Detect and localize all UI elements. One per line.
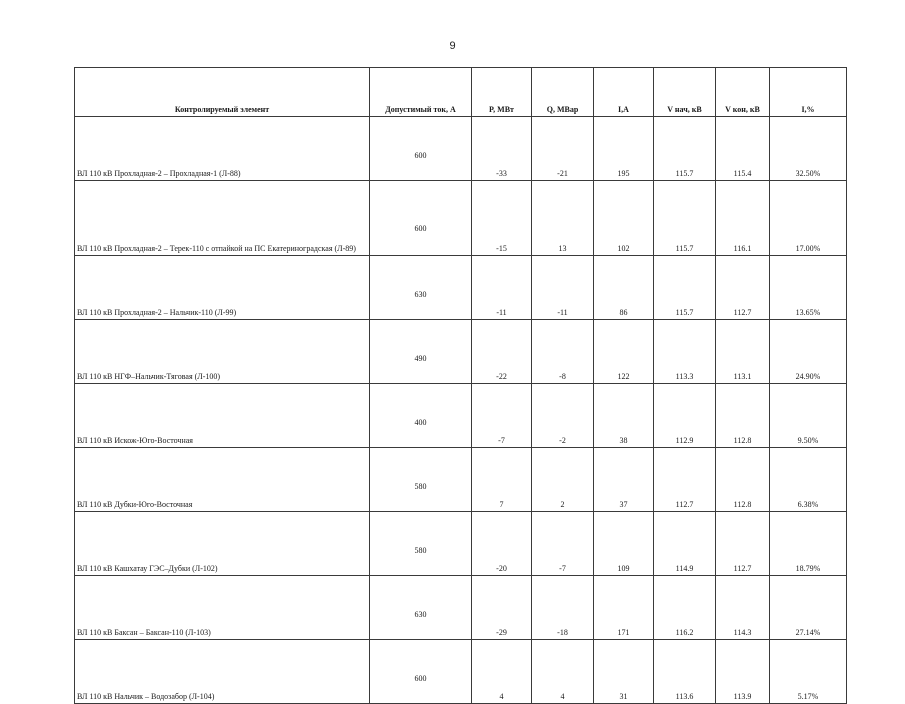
cell-controlled-element: ВЛ 110 кВ Прохладная-2 – Нальчик-110 (Л-99)	[75, 256, 370, 320]
cell-current: 37	[594, 448, 654, 512]
table-row	[75, 320, 847, 384]
cell-allowed-current: 490	[370, 320, 472, 384]
header-allowed-current: Допустимый ток, А	[370, 68, 472, 117]
cell-voltage-start: 113.3	[654, 320, 716, 384]
table-row	[75, 512, 847, 576]
cell-reactive-power: 2	[532, 448, 594, 512]
cell-current-percent: 17.00%	[770, 181, 847, 256]
cell-current: 195	[594, 117, 654, 181]
header-voltage-start: V нач, кВ	[654, 68, 716, 117]
table-header-row	[75, 68, 847, 117]
cell-controlled-element: ВЛ 110 кВ Прохладная-2 – Терек-110 с отпайкой на ПС Екатериноградская (Л-89)	[75, 181, 370, 256]
header-reactive-power: Q, МВар	[532, 68, 594, 117]
cell-voltage-end: 114.3	[716, 576, 770, 640]
header-current-percent: I,%	[770, 68, 847, 117]
cell-current: 86	[594, 256, 654, 320]
cell-allowed-current: 600	[370, 117, 472, 181]
cell-voltage-start: 115.7	[654, 181, 716, 256]
cell-current: 171	[594, 576, 654, 640]
cell-voltage-start: 115.7	[654, 117, 716, 181]
page-number: 9	[449, 40, 456, 52]
table-row	[75, 117, 847, 181]
cell-current-percent: 13.65%	[770, 256, 847, 320]
cell-voltage-start: 114.9	[654, 512, 716, 576]
cell-controlled-element: ВЛ 110 кВ Баксан – Баксан-110 (Л-103)	[75, 576, 370, 640]
table-row	[75, 448, 847, 512]
cell-voltage-start: 112.7	[654, 448, 716, 512]
cell-reactive-power: 13	[532, 181, 594, 256]
cell-voltage-end: 115.4	[716, 117, 770, 181]
cell-current-percent: 32.50%	[770, 117, 847, 181]
table-row	[75, 256, 847, 320]
cell-current: 102	[594, 181, 654, 256]
cell-voltage-start: 116.2	[654, 576, 716, 640]
cell-voltage-start: 113.6	[654, 640, 716, 704]
cell-active-power: 4	[472, 640, 532, 704]
cell-active-power: -11	[472, 256, 532, 320]
cell-current-percent: 6.38%	[770, 448, 847, 512]
cell-voltage-end: 113.9	[716, 640, 770, 704]
header-voltage-end: V кон, кВ	[716, 68, 770, 117]
cell-controlled-element: ВЛ 110 кВ Дубки-Юго-Восточная	[75, 448, 370, 512]
cell-current: 31	[594, 640, 654, 704]
cell-current-percent: 5.17%	[770, 640, 847, 704]
cell-controlled-element: ВЛ 110 кВ Прохладная-2 – Прохладная-1 (Л-88)	[75, 117, 370, 181]
cell-voltage-end: 112.7	[716, 256, 770, 320]
header-active-power: P, МВт	[472, 68, 532, 117]
cell-current: 122	[594, 320, 654, 384]
cell-current-percent: 9.50%	[770, 384, 847, 448]
cell-allowed-current: 630	[370, 576, 472, 640]
cell-allowed-current: 400	[370, 384, 472, 448]
table-row	[75, 640, 847, 704]
line-load-table	[74, 67, 847, 704]
cell-active-power: -33	[472, 117, 532, 181]
cell-active-power: -7	[472, 384, 532, 448]
cell-current-percent: 18.79%	[770, 512, 847, 576]
cell-controlled-element: ВЛ 110 кВ Нальчик – Водозабор (Л-104)	[75, 640, 370, 704]
cell-allowed-current: 630	[370, 256, 472, 320]
cell-current-percent: 27.14%	[770, 576, 847, 640]
cell-reactive-power: -2	[532, 384, 594, 448]
cell-active-power: -29	[472, 576, 532, 640]
cell-active-power: -20	[472, 512, 532, 576]
cell-voltage-end: 116.1	[716, 181, 770, 256]
cell-reactive-power: -11	[532, 256, 594, 320]
table-row	[75, 384, 847, 448]
cell-reactive-power: -18	[532, 576, 594, 640]
cell-reactive-power: -21	[532, 117, 594, 181]
cell-active-power: 7	[472, 448, 532, 512]
cell-voltage-start: 115.7	[654, 256, 716, 320]
table-row	[75, 576, 847, 640]
cell-controlled-element: ВЛ 110 кВ Кашхатау ГЭС–Дубки (Л-102)	[75, 512, 370, 576]
cell-current: 38	[594, 384, 654, 448]
cell-current-percent: 24.90%	[770, 320, 847, 384]
cell-reactive-power: 4	[532, 640, 594, 704]
cell-allowed-current: 600	[370, 181, 472, 256]
cell-reactive-power: -8	[532, 320, 594, 384]
cell-voltage-end: 112.7	[716, 512, 770, 576]
table-row	[75, 181, 847, 256]
cell-voltage-end: 112.8	[716, 384, 770, 448]
cell-allowed-current: 600	[370, 640, 472, 704]
cell-controlled-element: ВЛ 110 кВ НГФ–Нальчик-Тяговая (Л-100)	[75, 320, 370, 384]
cell-reactive-power: -7	[532, 512, 594, 576]
cell-voltage-end: 112.8	[716, 448, 770, 512]
cell-voltage-end: 113.1	[716, 320, 770, 384]
cell-active-power: -15	[472, 181, 532, 256]
cell-allowed-current: 580	[370, 512, 472, 576]
cell-allowed-current: 580	[370, 448, 472, 512]
header-current: I,А	[594, 68, 654, 117]
header-controlled-element: Контролируемый элемент	[75, 68, 370, 117]
cell-controlled-element: ВЛ 110 кВ Искож-Юго-Восточная	[75, 384, 370, 448]
cell-current: 109	[594, 512, 654, 576]
cell-active-power: -22	[472, 320, 532, 384]
cell-voltage-start: 112.9	[654, 384, 716, 448]
